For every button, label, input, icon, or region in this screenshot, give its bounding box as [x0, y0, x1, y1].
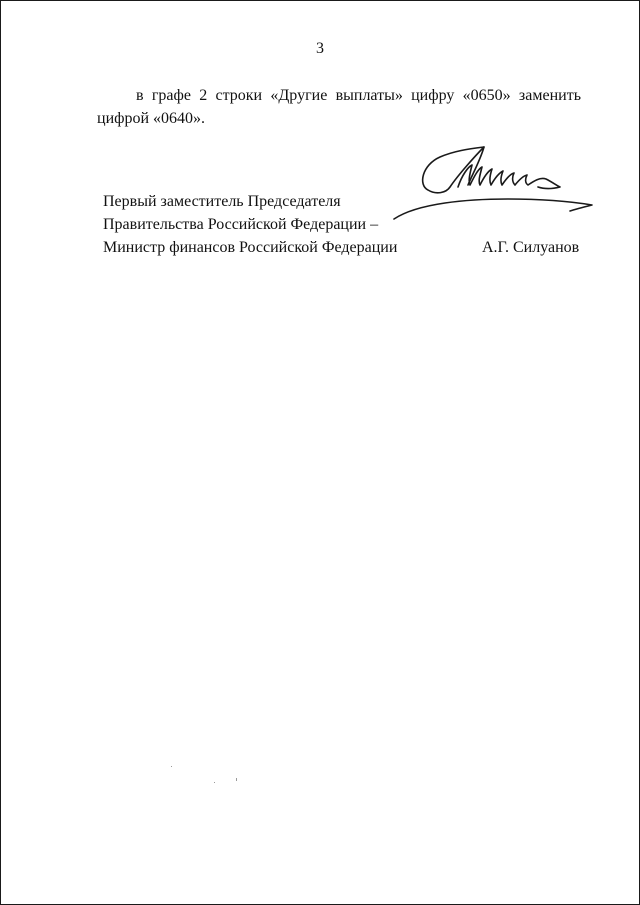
signatory-title-line-3: Министр финансов Российской Федерации	[103, 239, 398, 256]
signer-name: А.Г. Силуанов	[482, 239, 580, 256]
scan-speck	[171, 766, 172, 767]
scan-speck	[236, 778, 237, 781]
signatory-title-line-1: Первый заместитель Председателя	[103, 193, 341, 210]
signatory-block	[103, 190, 397, 259]
amendment-paragraph	[97, 84, 581, 130]
page-number: 3	[316, 40, 324, 57]
signatory-title-line-2: Правительства Российской Федерации –	[103, 216, 379, 233]
signature-icon	[388, 135, 600, 225]
scan-speck	[214, 782, 215, 783]
amendment-text: в графе 2 строки «Другие выплаты» цифру «0650» заменить цифрой «0640».	[97, 87, 581, 127]
